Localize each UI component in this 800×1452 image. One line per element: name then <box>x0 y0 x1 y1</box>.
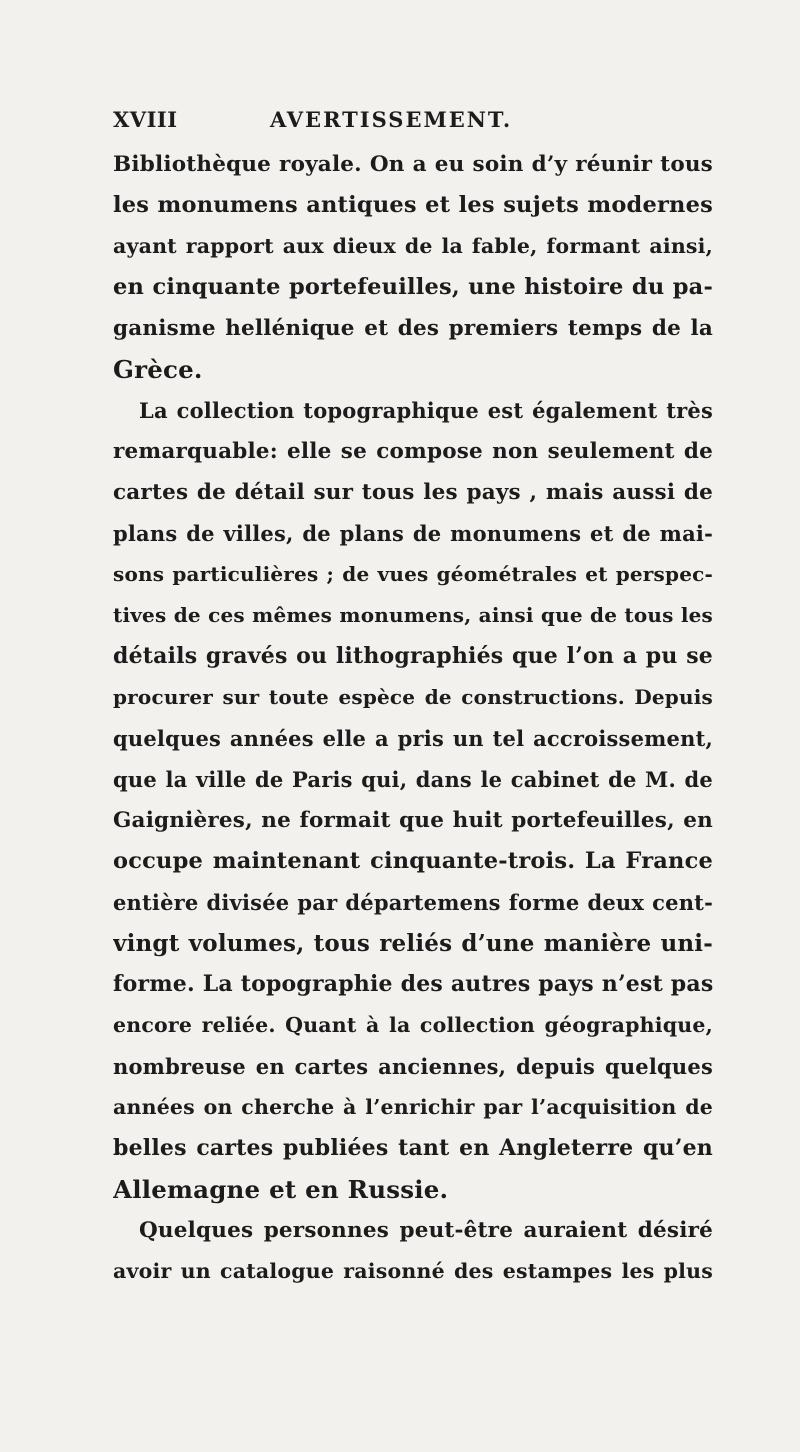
text-line: sons particulières ; de vues géométrales et perspec- <box>113 562 713 586</box>
page-number: XVIII <box>113 107 178 132</box>
text-line: Bibliothèque royale. On a eu soin d’y réunir tous <box>113 152 713 177</box>
text-line: que la ville de Paris qui, dans le cabinet de M. de <box>113 767 713 792</box>
page-header <box>113 107 713 137</box>
text-line: années on cherche à l’enrichir par l’acquisition de <box>113 1095 713 1119</box>
text-line: quelques années elle a pris un tel accroissement, <box>113 726 713 751</box>
body-text <box>113 144 713 1292</box>
text-line: procurer sur toute espèce de constructions. Depuis <box>113 685 713 709</box>
text-line: remarquable: elle se compose non seulement de <box>113 439 713 464</box>
text-line: encore reliée. Quant à la collection géographique, <box>113 1013 713 1037</box>
text-line: nombreuse en cartes anciennes, depuis quelques <box>113 1054 713 1079</box>
text-line: détails gravés ou lithographiés que l’on a pu se <box>113 643 713 669</box>
text-line: Gaignières, ne formait que huit portefeuilles, en <box>113 808 713 833</box>
text-line: Allemagne et en Russie. <box>113 1175 449 1204</box>
text-line: cartes de détail sur tous les pays , mais aussi de <box>113 480 713 505</box>
text-line: tives de ces mêmes monumens, ainsi que de tous les <box>113 603 713 627</box>
running-head: AVERTISSEMENT. <box>270 107 513 132</box>
text-line: occupe maintenant cinquante-trois. La France <box>113 848 713 874</box>
text-line: les monumens antiques et les sujets modernes <box>113 192 713 218</box>
text-line: en cinquante portefeuilles, une histoire du pa- <box>113 274 713 300</box>
text-line: La collection topographique est également très <box>139 398 713 423</box>
text-line: vingt volumes, tous reliés d’une manière uni- <box>113 930 713 957</box>
text-line: forme. La topographie des autres pays n’est pas <box>113 971 713 997</box>
text-line: avoir un catalogue raisonné des estampes les plus <box>113 1259 713 1283</box>
text-line: entière divisée par départemens forme deux cent- <box>113 890 713 915</box>
text-line: Grèce. <box>113 355 203 384</box>
text-line: belles cartes publiées tant en Angleterre qu’en <box>113 1135 713 1161</box>
text-line: ganisme hellénique et des premiers temps de la <box>113 316 713 341</box>
text-line: ayant rapport aux dieux de la fable, formant ainsi, <box>113 234 713 258</box>
text-line: Quelques personnes peut-être auraient désiré <box>139 1218 713 1243</box>
text-line: plans de villes, de plans de monumens et de mai- <box>113 521 713 546</box>
